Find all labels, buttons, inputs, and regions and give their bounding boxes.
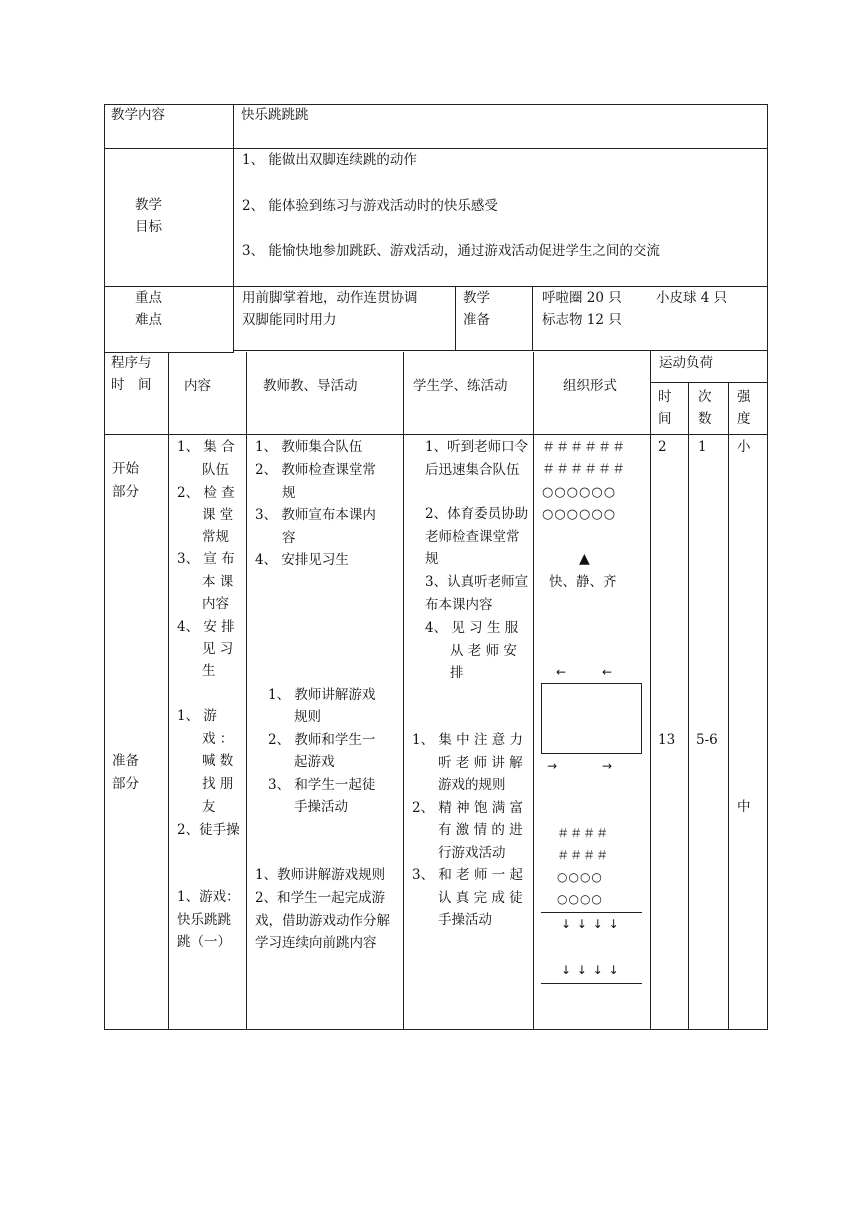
teacher-activity: 1、 教师讲解游戏 <box>268 687 376 703</box>
teacher-activity: 3、 和学生一起徒 <box>268 777 376 793</box>
hash-row: ＃＃＃＃＃＃ <box>542 440 627 455</box>
section-start: 开始 <box>112 461 139 477</box>
teacher-activity: 2、 教师和学生一 <box>268 732 376 748</box>
teacher-activity: 容 <box>282 530 296 546</box>
load-time: 2 <box>658 439 667 455</box>
goal-item: 1、 能做出双脚连续跳的动作 <box>242 152 417 168</box>
load-intensity: 小 <box>737 439 751 455</box>
teacher-activity: 1、教师讲解游戏规则 <box>255 867 386 883</box>
arrow-down-icon: ↓ ↓ ↓ ↓ <box>561 963 620 977</box>
student-activity: 游戏的规则 <box>438 777 506 793</box>
circle-row: ○○○○ <box>557 892 603 906</box>
content-item: 见 习 <box>202 641 234 657</box>
content-item: 喊 数 <box>202 753 234 769</box>
column-header-time: 时 <box>658 389 672 405</box>
arrow-right-icon: → <box>547 759 559 773</box>
content-item: 快乐跳跳 <box>177 912 231 928</box>
content-item: 1、 游 <box>177 708 217 724</box>
student-activity: 1、听到老师口令后迅速集合队伍 <box>425 439 529 478</box>
line <box>541 912 642 913</box>
student-activity: 2、 精 神 饱 满 富 <box>412 800 524 816</box>
column-header-organization: 组织形式 <box>563 378 617 394</box>
content-item: 常规 <box>202 529 229 545</box>
teacher-activity: 4、 安排见习生 <box>255 552 349 568</box>
teacher-triangle-icon: ▲ <box>579 551 591 567</box>
student-activity: 排 <box>450 665 464 681</box>
column-header-intensity: 度 <box>737 411 751 427</box>
line <box>541 983 642 984</box>
student-activity: 认 真 完 成 徒 <box>438 890 523 906</box>
arrow-left-icon: ← <box>556 665 568 679</box>
content-item: 4、 安 排 <box>177 619 235 635</box>
content-item: 内容 <box>202 596 229 612</box>
arrow-down-icon: ↓ ↓ ↓ ↓ <box>561 917 620 931</box>
content-item: 3、 宣 布 <box>177 551 235 567</box>
goal-item: 2、 能体验到练习与游戏活动时的快乐感受 <box>242 198 498 214</box>
teacher-activity: 规则 <box>294 709 321 725</box>
teacher-activity: 起游戏 <box>294 754 335 770</box>
content-item: 1、游戏： <box>177 889 240 905</box>
arrow-right-icon: → <box>602 759 614 773</box>
circle-row: ○○○○○○ <box>542 485 617 500</box>
content-label: 教学内容 <box>111 107 165 123</box>
key-points-value: 双脚能同时用力 <box>242 312 337 328</box>
column-header-time: 间 <box>658 411 672 427</box>
column-header-procedure: 时 间 <box>111 377 152 393</box>
circle-row: ○○○○○○ <box>542 507 617 522</box>
motto: 快、静、齐 <box>549 574 617 590</box>
content-item: 生 <box>202 663 216 679</box>
column-header-content: 内容 <box>184 378 211 394</box>
student-activity: 3、认真听老师宣布本课内容 <box>425 574 529 613</box>
preparation-label: 教学 <box>463 290 490 306</box>
preparation-label: 准备 <box>463 312 490 328</box>
teacher-activity: 1、 教师集合队伍 <box>255 439 363 455</box>
student-activity: 3、 和 老 师 一 起 <box>412 867 524 883</box>
student-activity: 手操活动 <box>438 912 492 928</box>
content-item: 1、 集 合 <box>177 439 235 455</box>
content-item: 找 朋 <box>202 776 234 792</box>
column-header-student: 学生学、练活动 <box>413 378 508 394</box>
student-activity: 有 激 情 的 进 <box>438 822 523 838</box>
student-activity: 2、体育委员协助老师检查课堂常规 <box>425 506 529 567</box>
teacher-activity: 2、和学生一起完成游戏，借助游戏动作分解学习连续向前跳内容 <box>255 890 390 951</box>
key-points-value: 用前脚掌着地，动作连贯协调 <box>242 290 418 306</box>
column-header-load: 运动负荷 <box>659 355 713 371</box>
content-value: 快乐跳跳跳 <box>241 107 309 123</box>
teacher-activity: 手操活动 <box>294 799 348 815</box>
column-header-procedure: 程序与 <box>111 355 152 371</box>
goals-label: 教学 <box>135 197 162 213</box>
content-item: 戏 ： <box>202 731 234 747</box>
column-header-intensity: 强 <box>737 389 751 405</box>
section-start: 部分 <box>112 484 139 500</box>
goals-label: 目标 <box>135 219 162 235</box>
content-item: 队伍 <box>202 462 229 478</box>
play-area-rectangle <box>541 683 642 754</box>
preparation-value: 小皮球 4 只 <box>656 290 728 306</box>
content-item: 本 课 <box>202 574 234 590</box>
teacher-activity: 规 <box>282 485 296 501</box>
content-item: 2、 检 查 <box>177 485 235 501</box>
load-intensity: 中 <box>737 799 751 815</box>
hash-row: ＃＃＃＃ <box>557 848 610 862</box>
circle-row: ○○○○ <box>557 870 603 884</box>
hash-row: ＃＃＃＃ <box>557 826 610 840</box>
load-time: 13 <box>658 732 676 748</box>
column-header-teacher: 教师教、导活动 <box>263 378 358 394</box>
content-item: 跳（一） <box>177 934 231 950</box>
key-points-label: 难点 <box>135 312 162 328</box>
goal-item: 3、 能愉快地参加跳跃、游戏活动，通过游戏活动促进学生之间的交流 <box>242 243 660 259</box>
student-activity: 从 老 师 安 <box>450 643 517 659</box>
arrow-left-icon: ← <box>602 665 614 679</box>
load-count: 1 <box>698 439 707 455</box>
content-item: 2、徒手操 <box>177 822 240 838</box>
preparation-value: 呼啦圈 20 只 <box>542 290 622 306</box>
student-activity: 4、 见 习 生 服 <box>425 620 519 636</box>
hash-row: ＃＃＃＃＃＃ <box>542 462 627 477</box>
column-header-count: 数 <box>698 411 712 427</box>
content-item: 课 堂 <box>202 507 234 523</box>
content-item: 友 <box>202 799 216 815</box>
column-header-count: 次 <box>698 389 712 405</box>
teacher-activity: 3、 教师宣布本课内 <box>255 507 376 523</box>
section-prep: 准备 <box>112 753 139 769</box>
teacher-activity: 2、 教师检查课堂常 <box>255 462 376 478</box>
student-activity: 听 老 师 讲 解 <box>438 755 523 771</box>
preparation-value: 标志物 12 只 <box>542 312 622 328</box>
load-count: 5-6 <box>696 732 718 748</box>
key-points-label: 重点 <box>135 290 162 306</box>
student-activity: 1、 集 中 注 意 力 <box>412 732 524 748</box>
section-prep: 部分 <box>112 776 139 792</box>
student-activity: 行游戏活动 <box>438 845 506 861</box>
